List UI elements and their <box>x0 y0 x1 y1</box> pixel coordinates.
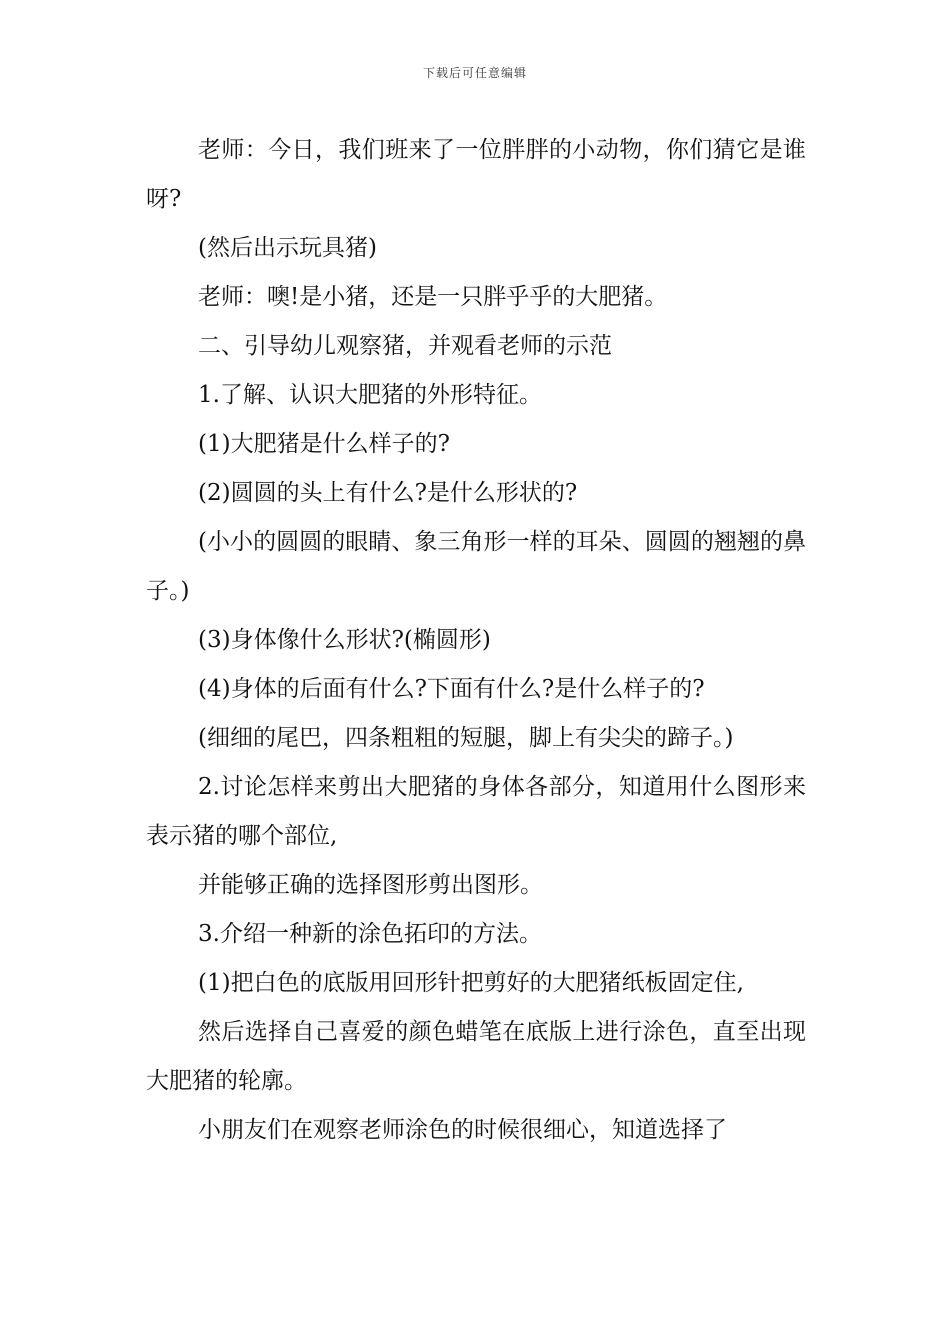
document-body <box>146 126 806 1155</box>
paragraph: (3)身体像什么形状?(椭圆形) <box>198 627 491 653</box>
page-header: 下载后可任意编辑 <box>422 66 527 80</box>
paragraph: 老师：噢!是小猪，还是一只胖乎乎的大肥猪。 <box>198 284 668 310</box>
paragraph: 3.介绍一种新的涂色拓印的方法。 <box>198 921 542 947</box>
paragraph: (1)把白色的底版用回形针把剪好的大肥猪纸板固定住, <box>198 970 744 996</box>
paragraph: (小小的圆圆的眼睛、象三角形一样的耳朵、圆圆的翘翘的鼻子。) <box>146 529 806 604</box>
paragraph: 1.了解、认识大肥猪的外形特征。 <box>198 382 542 408</box>
paragraph: (1)大肥猪是什么样子的? <box>198 431 450 457</box>
paragraph: 并能够正确的选择图形剪出图形。 <box>198 872 543 898</box>
paragraph: 然后选择自己喜爱的颜色蜡笔在底版上进行涂色，直至出现大肥猪的轮廓。 <box>146 1019 806 1094</box>
paragraph: 二、引导幼儿观察猪，并观看老师的示范 <box>198 333 612 359</box>
paragraph: (然后出示玩具猪) <box>198 235 377 261</box>
paragraph: (细细的尾巴，四条粗粗的短腿，脚上有尖尖的蹄子。) <box>198 725 734 751</box>
paragraph: 小朋友们在观察老师涂色的时候很细心，知道选择了 <box>198 1117 727 1143</box>
paragraph: 老师：今日，我们班来了一位胖胖的小动物，你们猜它是谁呀? <box>146 137 806 212</box>
paragraph: (4)身体的后面有什么?下面有什么?是什么样子的? <box>198 676 705 702</box>
paragraph: 2.讨论怎样来剪出大肥猪的身体各部分，知道用什么图形来表示猪的哪个部位, <box>146 774 806 849</box>
paragraph: (2)圆圆的头上有什么?是什么形状的? <box>198 480 578 506</box>
